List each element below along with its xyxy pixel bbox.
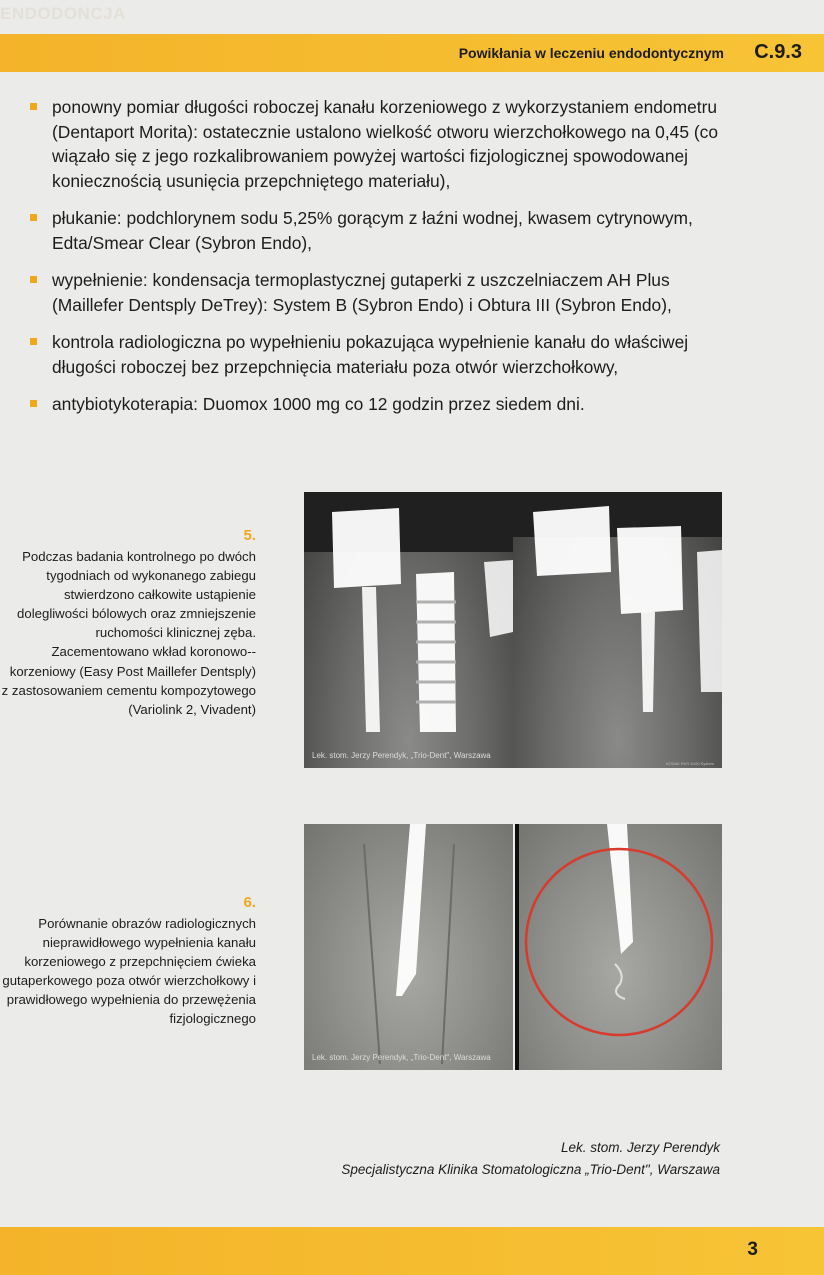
figure-5-number: 5.: [243, 527, 256, 544]
xray-image-incorrect: [304, 824, 513, 1070]
square-bullet-icon: [30, 103, 37, 110]
list-item: [30, 392, 730, 417]
figure-6-image: [304, 824, 722, 1070]
xray-image-after: [513, 492, 722, 768]
square-bullet-icon: [30, 338, 37, 345]
list-item-text: płukanie: podchlorynem sodu 5,25% gorącym z łaźni wodnej, kwasem cytrynowym, Edta/Smear Clear (Sybron Endo),: [52, 208, 693, 253]
list-item: [30, 268, 730, 317]
square-bullet-icon: [30, 400, 37, 407]
figure-5-image: [304, 492, 722, 768]
page-title: Powikłania w leczeniu endodontycznym: [458, 45, 724, 61]
xray-image-correct: [515, 824, 722, 1070]
figure-5-caption: Podczas badania kontrolnego po dwóch tygodniach od wykonanego zabiegu stwierdzono całkowite ustąpienie dolegliwości bólowych oraz zmniejszenie ruchomości klinicznej zęba. Zacementowano wkład koronowo--korzeniowy (Easy Post Maillefer Dentsply) z zastosowaniem cementu kompozytowego (Variolink 2, Vivadent): [1, 549, 256, 717]
square-bullet-icon: [30, 276, 37, 283]
xray-root-illustration: [304, 824, 513, 1070]
header-bar: [0, 34, 824, 72]
chapter-code: C.9.3: [754, 41, 802, 63]
list-item-text: ponowny pomiar długości roboczej kanału korzeniowego z wykorzystaniem endometru (Dentaport Morita): ostatecznie ustalono wielkość otworu wierzchołkowego na 0,45 (co wiązało się z jego rozkalibrowaniem powyżej wartości fizjologicznej spowodowanej koniecznością usunięcia przepchniętego materiału),: [52, 97, 718, 191]
xray-teeth-illustration: [513, 492, 722, 768]
list-item: [30, 330, 730, 379]
square-bullet-icon: [30, 214, 37, 221]
section-label: ENDODONCJA: [0, 4, 126, 23]
author-attribution: [341, 1137, 720, 1181]
list-item: [30, 95, 730, 193]
list-item-text: wypełnienie: kondensacja termoplastycznej gutaperki z uszczelniaczem AH Plus (Maillefer Dentsply DeTrey): System B (Sybron Endo) i Obtura III (Sybron Endo),: [52, 270, 672, 315]
figure-6-number: 6.: [243, 894, 256, 911]
figure-6-caption: Porównanie obrazów radiologicznych nieprawidłowego wypełnienia kanału korzeniowego z przepchnięciem ćwieka gutaperkowego poza otwór wierzchołkowy i prawidłowego wypełnienia do przewężenia fizjologicznego: [2, 916, 256, 1027]
image-credit: Lek. stom. Jerzy Perendyk, „Trio-Dent", Warszawa: [312, 751, 491, 760]
list-item-text: kontrola radiologiczna po wypełnieniu pokazująca wypełnienie kanału do właściwej długości roboczej bez przepchnięcia materiału poza otwór wierzchołkowy,: [52, 332, 689, 377]
footer-bar: [0, 1227, 824, 1275]
xray-teeth-illustration: [304, 492, 513, 768]
image-credit: Lek. stom. Jerzy Perendyk, „Trio-Dent", Warszawa: [312, 1053, 491, 1062]
xray-image-before: [304, 492, 513, 768]
list-item-text: antybiotykoterapia: Duomox 1000 mg co 12 godzin przez siedem dni.: [52, 394, 585, 414]
bullet-list: [30, 95, 730, 417]
main-content: [30, 95, 730, 430]
page-number: 3: [747, 1239, 758, 1260]
author-name: Lek. stom. Jerzy Perendyk: [560, 1140, 720, 1155]
clinic-name: Specjalistyczna Klinika Stomatologiczna „Trio-Dent", Warszawa: [341, 1162, 720, 1177]
image-small-print: KODAK RVG 6100 System: [665, 761, 714, 766]
xray-root-illustration: [515, 824, 722, 1070]
list-item: [30, 206, 730, 255]
